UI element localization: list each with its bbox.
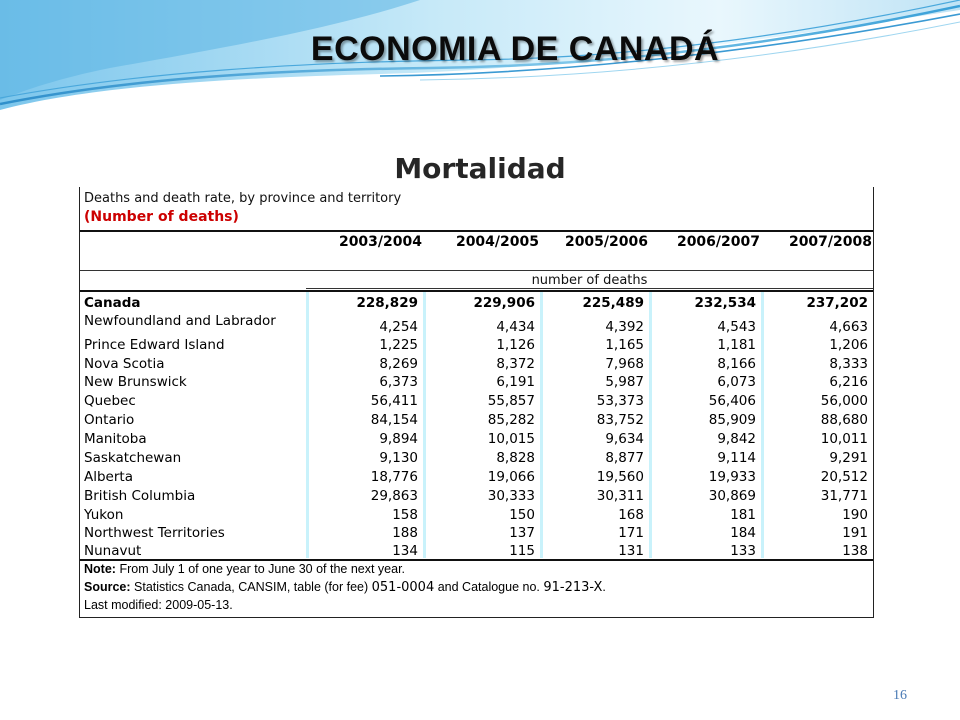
unit-label: number of deaths — [531, 273, 648, 288]
table-cell: 181 — [730, 507, 756, 523]
row-label: Newfoundland and Labrador — [84, 313, 276, 329]
table-cell: 6,373 — [379, 374, 418, 390]
table-cell: 30,333 — [487, 488, 535, 504]
table-row — [80, 372, 875, 390]
table-cell: 8,333 — [829, 356, 868, 372]
source-text: Statistics Canada, CANSIM, table (for fee) — [134, 580, 369, 594]
table-cell: 131 — [618, 543, 644, 559]
table-caption: Deaths and death rate, by province and territory — [84, 191, 402, 206]
table-cell: 237,202 — [806, 295, 868, 311]
table-cell: 10,015 — [487, 431, 535, 447]
row-label: British Columbia — [84, 488, 196, 504]
table-cell: 9,130 — [379, 450, 418, 466]
table-cell: 9,291 — [829, 450, 868, 466]
table-cell: 4,392 — [605, 319, 644, 335]
table-row — [80, 390, 875, 409]
catalogue-link[interactable]: 91-213-X — [543, 580, 603, 595]
mortality-table — [79, 187, 874, 618]
table-cell: 115 — [509, 543, 535, 559]
row-label: New Brunswick — [84, 374, 187, 390]
catalogue-end: . — [602, 580, 606, 594]
table-row — [80, 311, 875, 335]
table-cell: 56,406 — [708, 393, 756, 409]
slide-subtitle: Mortalidad — [394, 152, 566, 185]
table-cell: 1,165 — [605, 337, 644, 353]
table-cell: 150 — [509, 507, 535, 523]
table-cell: 56,411 — [370, 393, 418, 409]
table-cell: 30,311 — [596, 488, 644, 504]
body-bottom-rule — [80, 559, 873, 561]
table-cell: 4,254 — [379, 319, 418, 335]
table-source — [84, 580, 606, 595]
table-cell: 30,869 — [708, 488, 756, 504]
table-row — [80, 428, 875, 447]
table-cell: 8,269 — [379, 356, 418, 372]
table-cell: 9,842 — [717, 431, 756, 447]
table-row — [80, 504, 875, 523]
table-row — [80, 485, 875, 504]
table-cell: 7,968 — [605, 356, 644, 372]
table-cell: 19,933 — [708, 469, 756, 485]
table-cell: 20,512 — [820, 469, 868, 485]
table-subcaption: (Number of deaths) — [84, 209, 239, 225]
row-label: Northwest Territories — [84, 525, 225, 541]
table-cell: 228,829 — [356, 295, 418, 311]
table-cell: 29,863 — [370, 488, 418, 504]
table-row — [80, 409, 875, 428]
table-cell: 53,373 — [596, 393, 644, 409]
table-cell: 134 — [392, 543, 418, 559]
table-cell: 232,534 — [694, 295, 756, 311]
table-cell: 229,906 — [473, 295, 535, 311]
header-top-rule — [80, 230, 873, 232]
table-cell: 85,282 — [487, 412, 535, 428]
table-cell: 158 — [392, 507, 418, 523]
table-cell: 1,225 — [379, 337, 418, 353]
table-cell: 1,126 — [496, 337, 535, 353]
table-cell: 190 — [842, 507, 868, 523]
row-label: Saskatchewan — [84, 450, 182, 466]
catalogue-text: and Catalogue no. — [437, 580, 540, 594]
table-row — [80, 466, 875, 485]
table-row — [80, 541, 875, 559]
column-header-3: 2005/2006 — [564, 234, 648, 250]
table-cell: 138 — [842, 543, 868, 559]
table-cell: 6,216 — [829, 374, 868, 390]
row-label: Ontario — [84, 412, 135, 428]
table-cell: 83,752 — [596, 412, 644, 428]
column-header-1: 2003/2004 — [338, 234, 422, 250]
table-cell: 171 — [618, 525, 644, 541]
table-cell: 19,560 — [596, 469, 644, 485]
table-cell: 191 — [842, 525, 868, 541]
table-cell: 184 — [730, 525, 756, 541]
column-header-4: 2006/2007 — [676, 234, 760, 250]
page-number: 16 — [893, 688, 907, 703]
table-cell: 9,114 — [717, 450, 756, 466]
table-cell: 85,909 — [708, 412, 756, 428]
table-cell: 168 — [618, 507, 644, 523]
slide-title: ECONOMIA DE CANADÁ — [310, 30, 720, 68]
note-text: From July 1 of one year to June 30 of the next year. — [119, 562, 406, 576]
source-label: Source: — [84, 580, 131, 594]
table-row — [80, 292, 875, 311]
row-label: Yukon — [84, 507, 124, 523]
table-cell: 1,181 — [717, 337, 756, 353]
note-label: Note: — [84, 562, 116, 576]
table-cell: 31,771 — [820, 488, 868, 504]
table-cell: 225,489 — [582, 295, 644, 311]
table-cell: 19,066 — [487, 469, 535, 485]
row-label: Alberta — [84, 469, 133, 485]
table-cell: 9,894 — [379, 431, 418, 447]
table-row — [80, 523, 875, 541]
table-row — [80, 353, 875, 372]
table-cell: 6,191 — [496, 374, 535, 390]
table-row — [80, 447, 875, 466]
table-cell: 137 — [509, 525, 535, 541]
table-cell: 6,073 — [717, 374, 756, 390]
row-label: Canada — [84, 295, 141, 311]
cansim-table-link[interactable]: 051-0004 — [371, 580, 435, 595]
table-cell: 1,206 — [829, 337, 868, 353]
table-cell: 8,372 — [496, 356, 535, 372]
table-cell: 9,634 — [605, 431, 644, 447]
row-label: Nova Scotia — [84, 356, 165, 372]
table-cell: 8,828 — [496, 450, 535, 466]
row-label: Nunavut — [84, 543, 142, 559]
row-label: Quebec — [84, 393, 136, 409]
table-cell: 133 — [730, 543, 756, 559]
table-note — [84, 562, 405, 576]
column-header-2: 2004/2005 — [455, 234, 539, 250]
table-cell: 84,154 — [370, 412, 418, 428]
row-label: Manitoba — [84, 431, 147, 447]
table-cell: 4,663 — [829, 319, 868, 335]
last-modified: Last modified: 2009-05-13. — [84, 598, 233, 612]
table-cell: 10,011 — [820, 431, 868, 447]
table-cell: 4,543 — [717, 319, 756, 335]
table-cell: 8,166 — [717, 356, 756, 372]
table-cell: 188 — [392, 525, 418, 541]
unit-label-rule — [306, 288, 873, 289]
column-header-5: 2007/2008 — [788, 234, 872, 250]
table-cell: 5,987 — [605, 374, 644, 390]
header-bottom-rule — [80, 270, 873, 271]
table-cell: 56,000 — [820, 393, 868, 409]
table-cell: 8,877 — [605, 450, 644, 466]
table-row — [80, 335, 875, 353]
row-label: Prince Edward Island — [84, 337, 225, 353]
table-cell: 18,776 — [370, 469, 418, 485]
table-cell: 88,680 — [820, 412, 868, 428]
table-cell: 4,434 — [496, 319, 535, 335]
table-cell: 55,857 — [487, 393, 535, 409]
